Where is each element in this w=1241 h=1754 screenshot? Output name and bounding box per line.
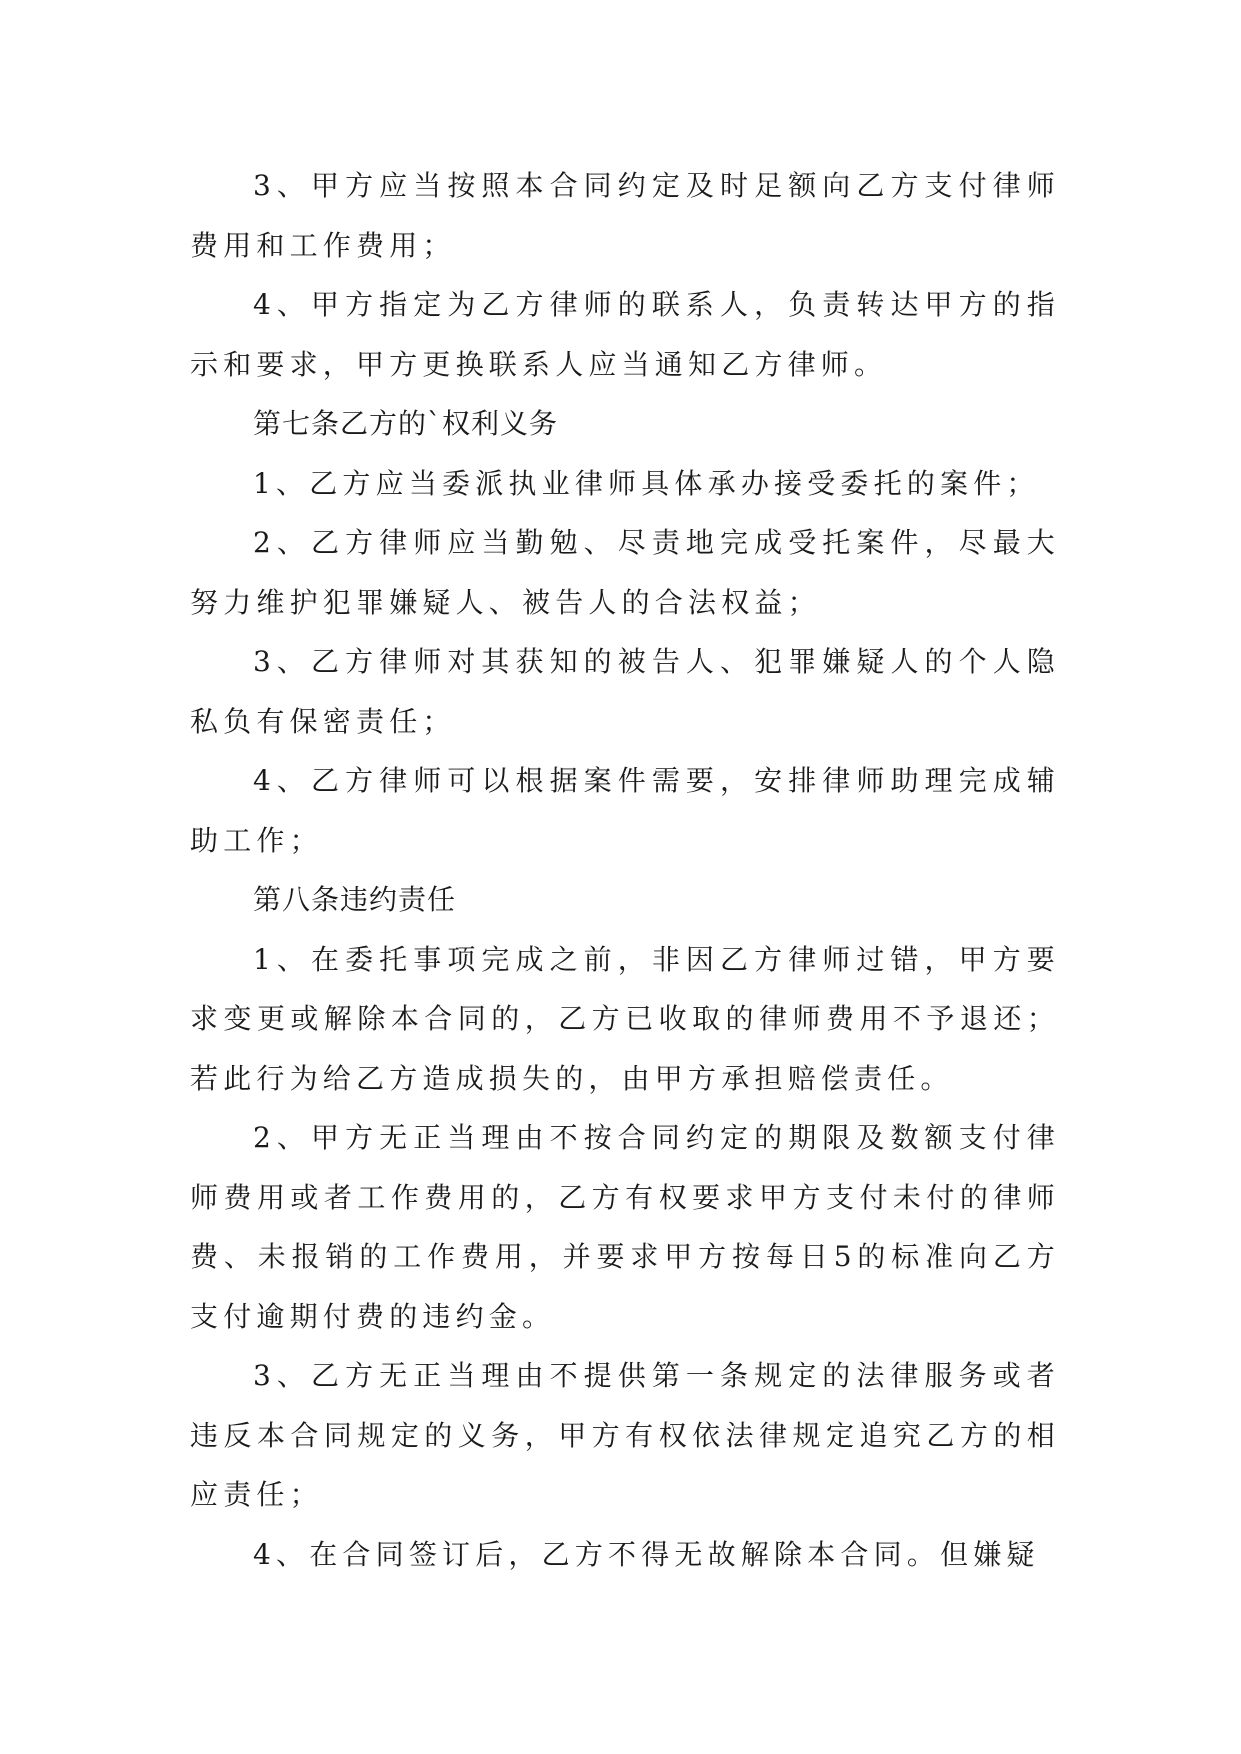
- paragraph-party-b-obligation-4: 4、乙方律师可以根据案件需要，安排律师助理完成辅助工作；: [190, 764, 1060, 857]
- paragraph-breach-3: 3、乙方无正当理由不提供第一条规定的法律服务或者违反本合同规定的义务，甲方有权依法律规定追究乙方的相应责任；: [190, 1359, 1060, 1511]
- paragraph-party-b-obligation-2: 2、乙方律师应当勤勉、尽责地完成受托案件，尽最大努力维护犯罪嫌疑人、被告人的合法权益；: [190, 526, 1060, 619]
- paragraph-breach-4: 4、在合同签订后，乙方不得无故解除本合同。但嫌疑: [253, 1537, 1040, 1571]
- paragraph-breach-2: 2、甲方无正当理由不按合同约定的期限及数额支付律师费用或者工作费用的，乙方有权要求甲方支付未付的律师费、未报销的工作费用，并要求甲方按每日5的标准向乙方支付逾期付费的违约金。: [190, 1121, 1060, 1333]
- section-heading-article-8: 第八条违约责任: [253, 883, 457, 916]
- paragraph-party-a-obligation-4: 4、甲方指定为乙方律师的联系人，负责转达甲方的指示和要求，甲方更换联系人应当通知乙方律师。: [190, 288, 1060, 381]
- paragraph-party-b-obligation-1: 1、乙方应当委派执业律师具体承办接受委托的案件；: [253, 466, 1040, 500]
- paragraph-party-b-obligation-3: 3、乙方律师对其获知的被告人、犯罪嫌疑人的个人隐私负有保密责任；: [190, 645, 1060, 738]
- section-heading-article-7: 第七条乙方的`权利义务: [253, 407, 559, 440]
- paragraph-party-a-obligation-3: 3、甲方应当按照本合同约定及时足额向乙方支付律师费用和工作费用；: [190, 169, 1060, 262]
- paragraph-breach-1: 1、在委托事项完成之前，非因乙方律师过错，甲方要求变更或解除本合同的，乙方已收取的律师费用不予退还；若此行为给乙方造成损失的，由甲方承担赔偿责任。: [190, 942, 1060, 1095]
- document-page: [190, 156, 1060, 1584]
